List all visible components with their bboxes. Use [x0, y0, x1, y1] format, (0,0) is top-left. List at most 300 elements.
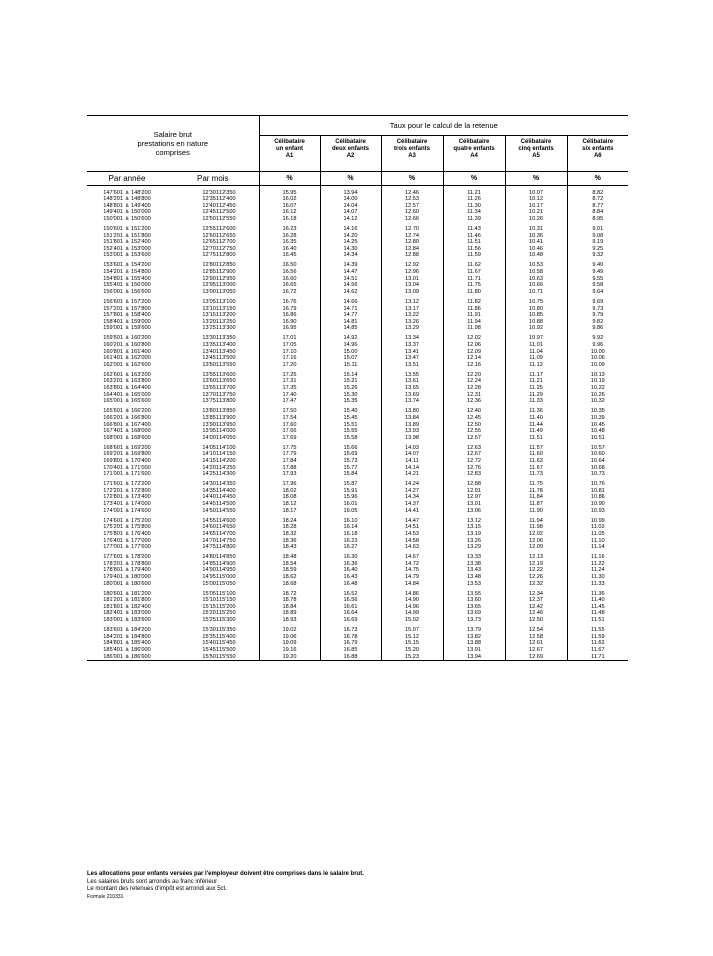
rate-a3: 13.69 — [381, 392, 443, 399]
rate-a5: 10.12 — [505, 196, 567, 203]
table-row — [87, 524, 628, 531]
rate-a4: 11.59 — [443, 252, 505, 259]
rate-a6: 10.32 — [567, 398, 628, 405]
range-separator: à — [125, 209, 129, 216]
column-header-a1 — [259, 136, 320, 172]
annual-to: 158'400 — [131, 312, 151, 319]
rate-a3: 14.72 — [381, 561, 443, 568]
monthly-from: 14'001 — [202, 434, 219, 441]
rate-a4: 11.39 — [443, 216, 505, 223]
rate-a6: 9.86 — [567, 325, 628, 332]
rate-a3: 15.12 — [381, 634, 443, 641]
rate-a4: 12.14 — [443, 355, 505, 362]
rate-a1: 17.31 — [259, 378, 320, 385]
column-header-a5 — [505, 136, 567, 172]
rate-a1: 16.02 — [259, 196, 320, 203]
monthly-to: 14'900 — [219, 561, 259, 568]
annual-from: 172'801 — [103, 494, 123, 501]
rate-a4: 11.80 — [443, 289, 505, 296]
column-header-l2: six enfants — [582, 146, 614, 152]
annual-to: 151'800 — [131, 232, 151, 239]
monthly-from: 14'501 — [202, 507, 219, 514]
table-row — [87, 209, 628, 216]
column-header-code: A4 — [470, 153, 478, 159]
rate-a3: 14.21 — [381, 471, 443, 478]
rate-a3: 12.88 — [381, 252, 443, 259]
rate-a1: 17.50 — [259, 408, 320, 415]
table-row — [87, 494, 628, 501]
monthly-from: 12'901 — [202, 275, 219, 282]
column-header-code: A2 — [346, 153, 355, 159]
range-separator: à — [125, 444, 129, 451]
annual-to: 155'400 — [131, 275, 151, 282]
range-separator: à — [125, 560, 129, 567]
rate-a2: 16.01 — [320, 501, 381, 508]
rate-a3: 14.79 — [381, 574, 443, 581]
rate-a1: 17.60 — [259, 422, 320, 429]
annual-to: 184'200 — [131, 627, 151, 634]
annual-to: 183'000 — [131, 610, 151, 617]
rate-a6: 10.39 — [567, 415, 628, 422]
rate-a5: 12.13 — [505, 554, 567, 561]
rate-a1: 18.02 — [259, 488, 320, 495]
monthly-to: 12'350 — [219, 190, 259, 197]
range-separator: à — [125, 617, 129, 624]
annual-to: 175'200 — [131, 517, 151, 524]
column-header-l2: un enfant — [276, 146, 304, 152]
rate-a5: 11.87 — [505, 501, 567, 508]
rate-a1: 18.93 — [259, 617, 320, 624]
rate-a3: 15.02 — [381, 617, 443, 624]
monthly-to: 13'050 — [219, 289, 259, 296]
monthly-from: 15'001 — [202, 580, 219, 587]
range-separator: à — [125, 457, 129, 464]
monthly-from: 12'301 — [202, 189, 219, 196]
annual-to: 186'000 — [131, 646, 151, 653]
monthly-from: 12'801 — [202, 262, 219, 269]
rate-a5: 10.48 — [505, 252, 567, 259]
annual-to: 166'800 — [131, 414, 151, 421]
range-separator: à — [125, 517, 129, 524]
rate-a6: 10.99 — [567, 518, 628, 525]
table-row — [87, 428, 628, 435]
rate-a1: 17.75 — [259, 445, 320, 452]
annual-to: 186'600 — [131, 654, 167, 661]
rate-a3: 13.12 — [381, 299, 443, 306]
rate-a5: 11.75 — [505, 481, 567, 488]
rate-a6: 8.82 — [567, 190, 628, 197]
rate-a5: 12.61 — [505, 640, 567, 647]
rate-a6: 10.00 — [567, 349, 628, 356]
monthly-from: 13'551 — [202, 371, 219, 378]
rate-a3: 14.86 — [381, 591, 443, 598]
rate-a2: 14.77 — [320, 312, 381, 319]
range-separator: à — [123, 654, 131, 661]
annual-to: 150'000 — [131, 209, 151, 216]
rate-a6: 10.81 — [567, 488, 628, 495]
monthly-to: 13'850 — [219, 408, 259, 415]
table-row — [87, 335, 628, 342]
annual-from: 162'001 — [103, 361, 123, 368]
monthly-to: 12'600 — [219, 226, 259, 233]
rate-a3: 12.92 — [381, 262, 443, 269]
rate-a1: 18.78 — [259, 597, 320, 604]
rate-a3: 14.51 — [381, 524, 443, 531]
rate-a3: 14.90 — [381, 597, 443, 604]
rate-a6: 9.96 — [567, 342, 628, 349]
rate-a5: 12.32 — [505, 581, 567, 588]
monthly-from: 14'251 — [202, 471, 219, 478]
annual-from: 148'201 — [103, 196, 123, 203]
rate-a3: 13.09 — [381, 289, 443, 296]
rate-a2: 16.30 — [320, 554, 381, 561]
monthly-from: 13'101 — [202, 305, 219, 312]
monthly-from: 14'551 — [202, 517, 219, 524]
range-separator: à — [125, 627, 129, 634]
rate-a3: 14.96 — [381, 604, 443, 611]
annual-to: 167'400 — [131, 421, 151, 428]
rate-a5: 10.71 — [505, 289, 567, 296]
rate-a3: 12.70 — [381, 226, 443, 233]
annual-to: 181'800 — [131, 597, 151, 604]
rate-a2: 15.14 — [320, 372, 381, 379]
rate-a5: 10.36 — [505, 233, 567, 240]
rate-a4: 13.88 — [443, 640, 505, 647]
rate-a5: 11.04 — [505, 349, 567, 356]
table-row — [87, 415, 628, 422]
rate-a4: 13.73 — [443, 617, 505, 624]
annual-from: 150'001 — [103, 215, 123, 222]
rate-a3: 13.55 — [381, 372, 443, 379]
monthly-to: 12'900 — [219, 269, 259, 276]
rate-a6: 11.59 — [567, 634, 628, 641]
rate-a1: 17.05 — [259, 342, 320, 349]
rate-a1: 18.84 — [259, 604, 320, 611]
rate-a1: 19.20 — [259, 654, 320, 661]
rate-a6: 9.64 — [567, 289, 628, 296]
rate-a5: 12.02 — [505, 531, 567, 538]
rate-a3: 12.66 — [381, 216, 443, 223]
rate-a3: 13.37 — [381, 342, 443, 349]
rate-a4: 13.79 — [443, 627, 505, 634]
footnotes — [87, 871, 364, 901]
rate-a2: 15.51 — [320, 422, 381, 429]
rate-a6: 11.62 — [567, 640, 628, 647]
annual-to: 178'200 — [131, 554, 151, 561]
monthly-to: 13'200 — [219, 312, 259, 319]
table-row — [87, 538, 628, 545]
rate-a1: 17.20 — [259, 362, 320, 369]
monthly-from: 13'151 — [202, 312, 219, 319]
range-separator: à — [125, 494, 129, 501]
table-row — [87, 252, 628, 259]
rate-a1: 16.45 — [259, 252, 320, 259]
monthly-from: 15'101 — [202, 597, 219, 604]
range-separator: à — [125, 567, 129, 574]
annual-to: 168'600 — [131, 434, 151, 441]
annual-to: 150'600 — [131, 215, 151, 222]
rate-a4: 11.51 — [443, 239, 505, 246]
rate-a1: 16.90 — [259, 319, 320, 326]
note-allocations: Les allocations pour enfants versées par l'employeur doivent être comprises dans le salaire brut. — [87, 871, 364, 877]
table-row — [87, 239, 628, 246]
rate-a3: 13.74 — [381, 398, 443, 405]
annual-to: 159'000 — [131, 318, 151, 325]
rate-a6: 10.35 — [567, 408, 628, 415]
annual-from: 166'201 — [103, 414, 123, 421]
monthly-to: 15'250 — [219, 610, 259, 617]
rate-a3: 12.53 — [381, 196, 443, 203]
table-row — [87, 544, 628, 551]
rate-a1: 18.32 — [259, 531, 320, 538]
rate-a2: 15.35 — [320, 398, 381, 405]
annual-to: 156'000 — [131, 282, 151, 289]
rate-a3: 14.24 — [381, 481, 443, 488]
rate-a5: 10.17 — [505, 203, 567, 210]
rate-a3: 13.26 — [381, 319, 443, 326]
annual-from: 147'601 — [103, 189, 123, 196]
rate-a5: 12.69 — [505, 654, 567, 661]
rate-a4: 13.19 — [443, 531, 505, 538]
rate-a1: 18.48 — [259, 554, 320, 561]
table-row — [87, 531, 628, 538]
table-row — [87, 289, 628, 296]
table-row — [87, 362, 628, 369]
rate-a4: 11.46 — [443, 233, 505, 240]
rate-a3: 13.80 — [381, 408, 443, 415]
annual-from: 175'201 — [103, 524, 123, 531]
rate-a1: 16.79 — [259, 306, 320, 313]
monthly-to: 13'150 — [219, 306, 259, 313]
range-separator: à — [125, 305, 129, 312]
annual-from: 184'201 — [103, 633, 123, 640]
rate-a5: 11.90 — [505, 508, 567, 515]
monthly-to: 13'650 — [219, 378, 259, 385]
range-separator: à — [125, 524, 129, 531]
range-separator: à — [125, 633, 129, 640]
rate-a4: 13.65 — [443, 604, 505, 611]
column-header-code: A1 — [285, 153, 294, 159]
range-separator: à — [125, 275, 129, 282]
monthly-from: 12'601 — [202, 232, 219, 239]
table-row — [87, 282, 628, 289]
annual-from: 180'601 — [103, 590, 123, 597]
monthly-to: 15'500 — [219, 647, 259, 654]
annual-to: 169'800 — [131, 451, 151, 458]
range-separator: à — [125, 298, 129, 305]
monthly-from: 13'701 — [202, 391, 219, 398]
rate-a3: 13.61 — [381, 378, 443, 385]
rate-a6: 11.02 — [567, 524, 628, 531]
annual-to: 169'200 — [131, 444, 151, 451]
range-separator: à — [125, 189, 129, 196]
rate-a3: 13.47 — [381, 355, 443, 362]
rate-a5: 12.06 — [505, 538, 567, 545]
rate-a6: 10.51 — [567, 435, 628, 442]
annual-from: 172'201 — [103, 487, 123, 494]
rate-a6: 10.22 — [567, 385, 628, 392]
annual-from: 177'601 — [103, 554, 123, 561]
rate-a4: 11.26 — [443, 196, 505, 203]
rate-a1: 16.50 — [259, 262, 320, 269]
rate-a1: 16.40 — [259, 246, 320, 253]
rate-a2: 14.47 — [320, 269, 381, 276]
annual-from: 150'601 — [103, 225, 123, 232]
percent-header: % — [381, 172, 443, 186]
annual-from: 186'001 — [87, 654, 123, 661]
column-header-l2: deux enfants — [332, 146, 370, 152]
rate-a4: 11.34 — [443, 209, 505, 216]
range-separator: à — [125, 597, 129, 604]
rate-a5: 11.73 — [505, 471, 567, 478]
range-separator: à — [125, 603, 129, 610]
rate-a5: 12.54 — [505, 627, 567, 634]
annual-from: 171'001 — [103, 471, 123, 478]
rate-a6: 11.36 — [567, 591, 628, 598]
rate-a3: 14.99 — [381, 610, 443, 617]
monthly-to: 14'350 — [219, 481, 259, 488]
range-separator: à — [125, 554, 129, 561]
range-separator: à — [125, 361, 129, 368]
rate-a3: 14.63 — [381, 544, 443, 551]
range-separator: à — [125, 245, 129, 252]
monthly-to: 13'000 — [219, 282, 259, 289]
annual-from: 170'401 — [103, 464, 123, 471]
annual-from: 157'801 — [103, 312, 123, 319]
monthly-to: 13'300 — [219, 325, 259, 332]
rate-a2: 16.88 — [320, 654, 381, 661]
table-row — [87, 445, 628, 452]
rate-a3: 15.23 — [381, 654, 443, 661]
rate-a3: 13.84 — [381, 415, 443, 422]
monthly-from: 15'301 — [202, 627, 219, 634]
table-row — [87, 471, 628, 478]
range-separator: à — [125, 262, 129, 269]
table-row — [87, 422, 628, 429]
rate-a3: 14.14 — [381, 465, 443, 472]
rate-a1: 16.23 — [259, 226, 320, 233]
annual-to: 157'200 — [131, 298, 151, 305]
monthly-from: 14'101 — [202, 451, 219, 458]
rate-a5: 12.34 — [505, 591, 567, 598]
range-separator: à — [125, 282, 129, 289]
rate-a6: 8.72 — [567, 196, 628, 203]
annual-from: 149'401 — [103, 209, 123, 216]
annual-from: 154'201 — [103, 269, 123, 276]
table-row — [87, 617, 628, 624]
annual-from: 163'201 — [103, 378, 123, 385]
annual-to: 174'600 — [131, 507, 151, 514]
rate-a3: 14.34 — [381, 494, 443, 501]
range-separator: à — [125, 434, 129, 441]
table-body — [87, 186, 628, 661]
rate-a1: 17.01 — [259, 335, 320, 342]
rate-a2: 15.96 — [320, 494, 381, 501]
annual-from: 163'801 — [103, 385, 123, 392]
rate-a2: 16.36 — [320, 561, 381, 568]
rate-a4: 11.30 — [443, 203, 505, 210]
rate-a1: 16.28 — [259, 233, 320, 240]
rate-a6: 11.40 — [567, 597, 628, 604]
monthly-to: 12'950 — [219, 276, 259, 283]
rate-a2: 14.85 — [320, 325, 381, 332]
rate-a3: 13.34 — [381, 335, 443, 342]
monthly-from: 14'851 — [202, 560, 219, 567]
rate-a4: 11.71 — [443, 276, 505, 283]
monthly-from: 14'901 — [202, 567, 219, 574]
range-separator: à — [125, 487, 129, 494]
table-row — [87, 233, 628, 240]
annual-from: 153'001 — [103, 252, 123, 259]
rate-a1: 17.93 — [259, 471, 320, 478]
monthly-to: 13'500 — [219, 355, 259, 362]
rate-a2: 15.40 — [320, 408, 381, 415]
rate-a6: 9.08 — [567, 233, 628, 240]
monthly-from: 12'551 — [202, 225, 219, 232]
rate-a6: 11.05 — [567, 531, 628, 538]
monthly-from: 13'751 — [202, 398, 219, 405]
monthly-to: 15'000 — [219, 574, 259, 581]
rate-a6: 10.93 — [567, 508, 628, 515]
rate-a6: 9.69 — [567, 299, 628, 306]
rate-a6: 11.22 — [567, 561, 628, 568]
annual-from: 166'801 — [103, 421, 123, 428]
rate-a2: 15.87 — [320, 481, 381, 488]
rate-a3: 13.51 — [381, 362, 443, 369]
annual-from: 177'001 — [103, 544, 123, 551]
rate-a2: 14.51 — [320, 276, 381, 283]
table-row — [87, 627, 628, 634]
table-row — [87, 554, 628, 561]
rate-a1: 17.10 — [259, 349, 320, 356]
rate-a1: 17.47 — [259, 398, 320, 405]
rate-a3: 14.67 — [381, 554, 443, 561]
annual-from: 178'201 — [103, 560, 123, 567]
rate-a5: 11.21 — [505, 378, 567, 385]
monthly-from: 15'201 — [202, 610, 219, 617]
percent-header: % — [567, 172, 628, 186]
rate-a3: 14.11 — [381, 458, 443, 465]
annual-to: 174'000 — [131, 501, 151, 508]
range-separator: à — [125, 398, 129, 405]
monthly-to: 12'750 — [219, 246, 259, 253]
rate-a4: 11.82 — [443, 299, 505, 306]
rate-a3: 12.46 — [381, 190, 443, 197]
monthly-from: 15'051 — [202, 590, 219, 597]
rate-a4: 11.86 — [443, 306, 505, 313]
monthly-to: 13'600 — [219, 372, 259, 379]
annual-to: 165'000 — [131, 391, 151, 398]
rate-a4: 11.21 — [443, 190, 505, 197]
monthly-to: 14'950 — [219, 567, 259, 574]
rate-a4: 13.69 — [443, 610, 505, 617]
rate-a2: 16.52 — [320, 591, 381, 598]
monthly-to: 14'650 — [219, 524, 259, 531]
percent-header: % — [505, 172, 567, 186]
annual-from: 151'801 — [103, 239, 123, 246]
rate-a2: 15.84 — [320, 471, 381, 478]
table-row — [87, 196, 628, 203]
annual-to: 168'000 — [131, 428, 151, 435]
rate-a5: 11.09 — [505, 355, 567, 362]
rate-a4: 13.26 — [443, 538, 505, 545]
rate-a6: 11.10 — [567, 538, 628, 545]
rate-a1: 18.59 — [259, 567, 320, 574]
annual-to: 184'800 — [131, 633, 151, 640]
range-separator: à — [125, 196, 129, 203]
monthly-from: 13'501 — [202, 361, 219, 368]
rate-a5: 12.22 — [505, 567, 567, 574]
